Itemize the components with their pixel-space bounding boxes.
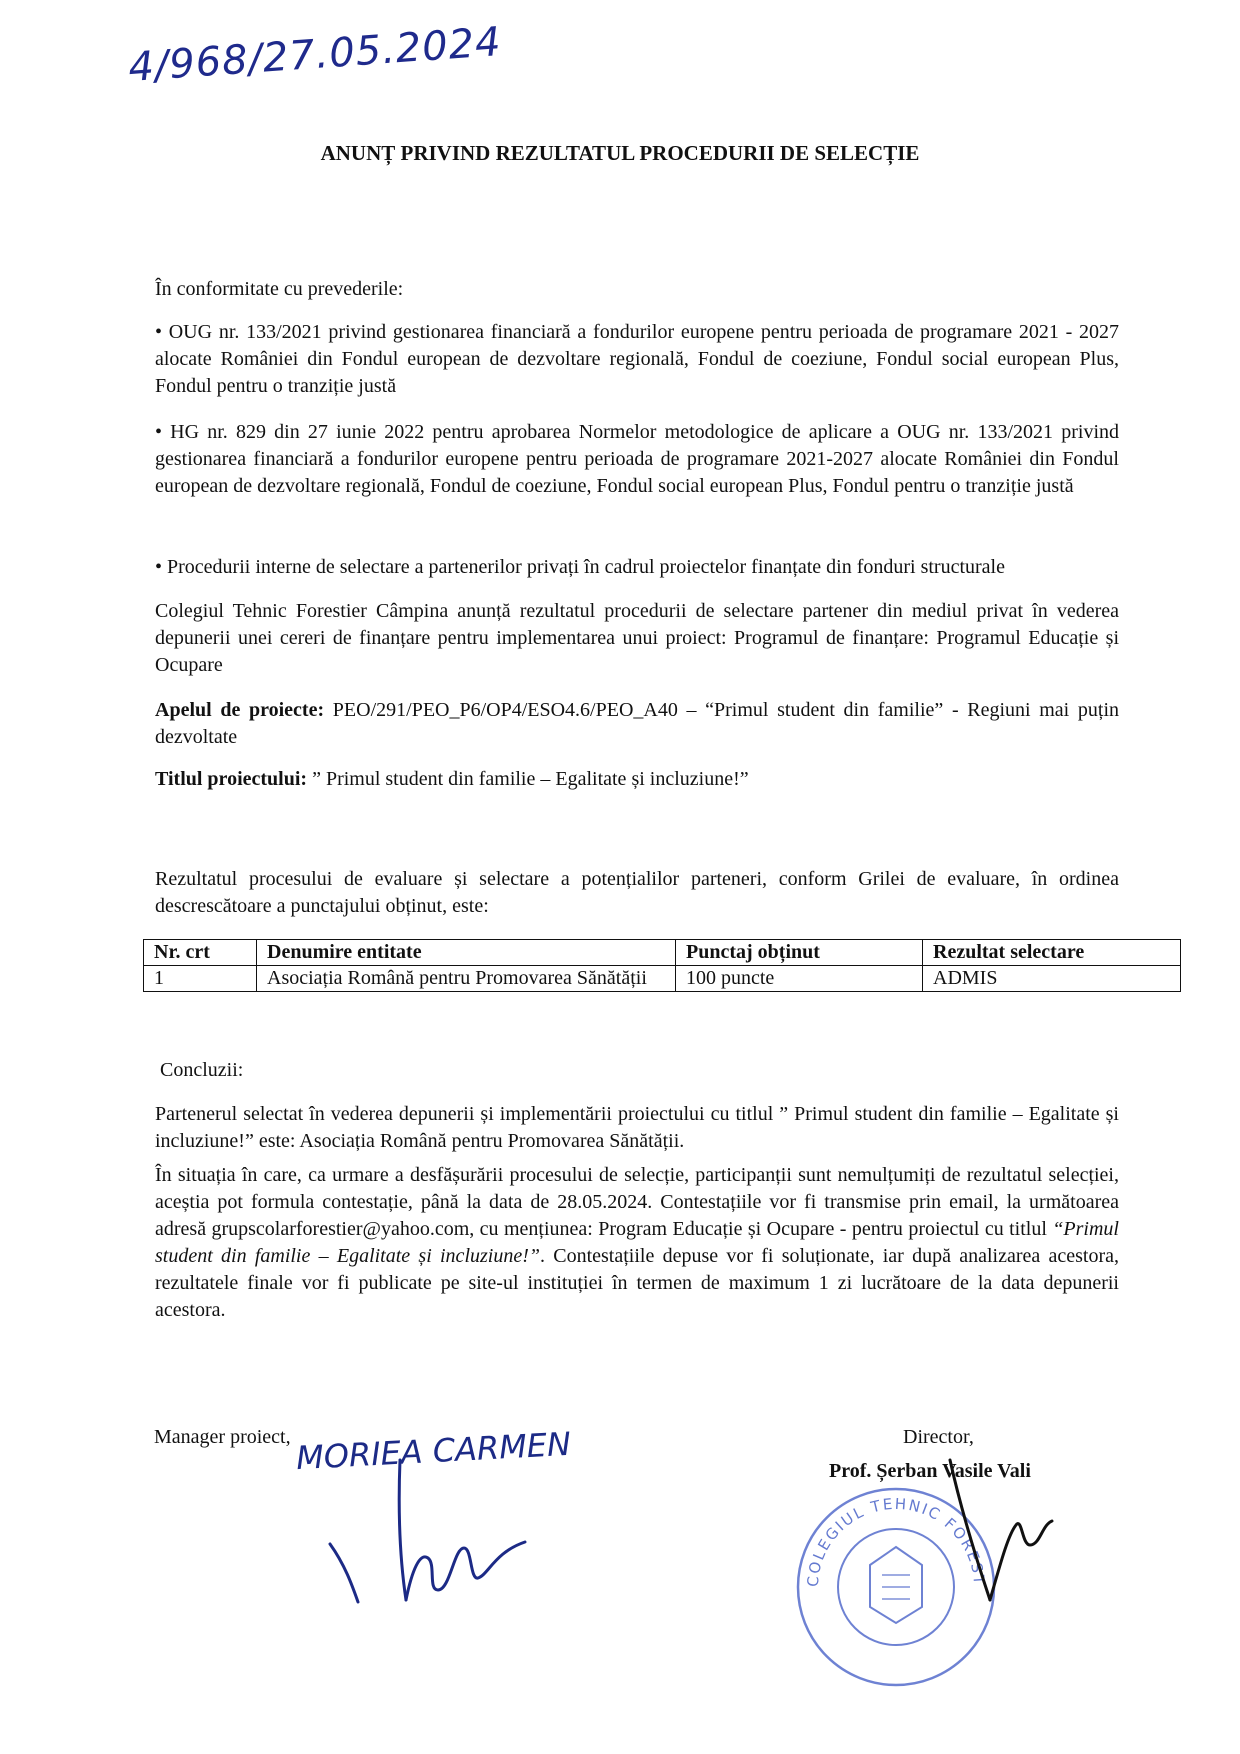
appeal-part1: În situația în care, ca urmare a desfășurării procesului de selecție, participanții sunt nemulțumiți de rezultatul selecției, aceștia pot formula contestație, până la data de 28.05.2024. Contestațiile vor fi transmise prin email, la următoarea adresă grupscolarforestier@yahoo.com, cu mențiunea: Program Educație și Ocupare - pentru proiectul cu titlul (155, 1164, 1119, 1240)
bullet-oug: • OUG nr. 133/2021 privind gestionarea financiară a fondurilor europene pentru perioada de programare 2021 - 2027 alocate României din Fondul european de dezvoltare regională, Fondul de coeziune, Fondul social european Plus, Fondul pentru o tranziție justă (155, 321, 1119, 397)
table-row (144, 966, 1181, 992)
conclusion-text: Partenerul selectat în vederea depunerii și implementării proiectului cu titlul ” Primul student din familie – Egalitate și incluziune!” este: Asociația Română pentru Promovarea Sănătății. (155, 1103, 1119, 1152)
bullet-procedure: • Procedurii interne de selectare a partenerilor privați în cadrul proiectelor finanțate din fonduri structurale (155, 556, 1005, 578)
manager-handwritten-name: MORIEA CARMEN (295, 1424, 572, 1478)
appeal-project-title: “Primul student din familie – Egalitate și incluziune!” (155, 1218, 1119, 1267)
director-name: Prof. Șerban Vasile Vali (829, 1460, 1031, 1482)
table-header-row (144, 940, 1181, 966)
manager-signature (320, 1440, 580, 1610)
director-label: Director, (903, 1426, 974, 1448)
header-score: Punctaj obținut (676, 940, 923, 966)
call-text: PEO/291/PEO_P6/OP4/ESO4.6/PEO_A40 – “Primul student din familie” - Regiuni mai puțin dezvoltate (155, 699, 1119, 748)
appeal-part2: . Contestațiile depuse vor fi soluționate, iar după analizarea acestora, rezultatele finale vor fi publicate pe site-ul instituției în termen de maximum 1 zi lucrătoare de la data depunerii acestora. (155, 1245, 1119, 1321)
header-nr-crt: Nr. crt (144, 940, 257, 966)
project-title-paragraph (155, 766, 1119, 793)
document-title: ANUNȚ PRIVIND REZULTATUL PROCEDURII DE SELECȚIE (320, 141, 920, 165)
stamp-text: COLEGIUL TEHNIC FORESTIER CÂMPINA (770, 1461, 989, 1588)
announcement-text: Colegiul Tehnic Forestier Câmpina anunță rezultatul procedurii de selectare partener din mediul privat în vederea depunerii unei cereri de finanțare pentru implementarea unui proiect: Programul de finanțare: Programul Educație și Ocupare (155, 600, 1119, 676)
conclusions-label: Concluzii: (160, 1059, 244, 1081)
project-title-label: Titlul proiectului: (155, 768, 308, 790)
cell-nr: 1 (144, 966, 257, 992)
cell-entity: Asociația Română pentru Promovarea Sănătății (257, 966, 676, 992)
intro-text: În conformitate cu prevederile: (155, 278, 404, 300)
call-label: Apelul de proiecte: (155, 699, 325, 721)
cell-score: 100 puncte (676, 966, 923, 992)
director-signature (930, 1455, 1070, 1605)
appeal-paragraph (155, 1162, 1119, 1324)
registration-number: 4/968/27.05.2024 (126, 19, 503, 91)
header-selection-result: Rezultat selectare (923, 940, 1181, 966)
manager-label: Manager proiect, (154, 1426, 291, 1448)
results-intro: Rezultatul procesului de evaluare și selectare a potențialilor parteneri, conform Grilei de evaluare, în ordinea descrescătoare a punctajului obținut, este: (155, 868, 1119, 917)
bullet-hg: • HG nr. 829 din 27 iunie 2022 pentru aprobarea Normelor metodologice de aplicare a OUG nr. 133/2021 privind gestionarea financiară a fondurilor europene pentru perioada de programare 2021-2027 alocate României din Fondul european de dezvoltare regională, Fondul de coeziune, Fondul social european Plus, Fondul pentru o tranziție justă (155, 421, 1119, 497)
header-entity-name: Denumire entitate (257, 940, 676, 966)
call-paragraph (155, 697, 1119, 751)
project-title-text: ” Primul student din familie – Egalitate și incluziune!” (307, 768, 749, 790)
results-table (143, 939, 1181, 992)
cell-result: ADMIS (923, 966, 1181, 992)
